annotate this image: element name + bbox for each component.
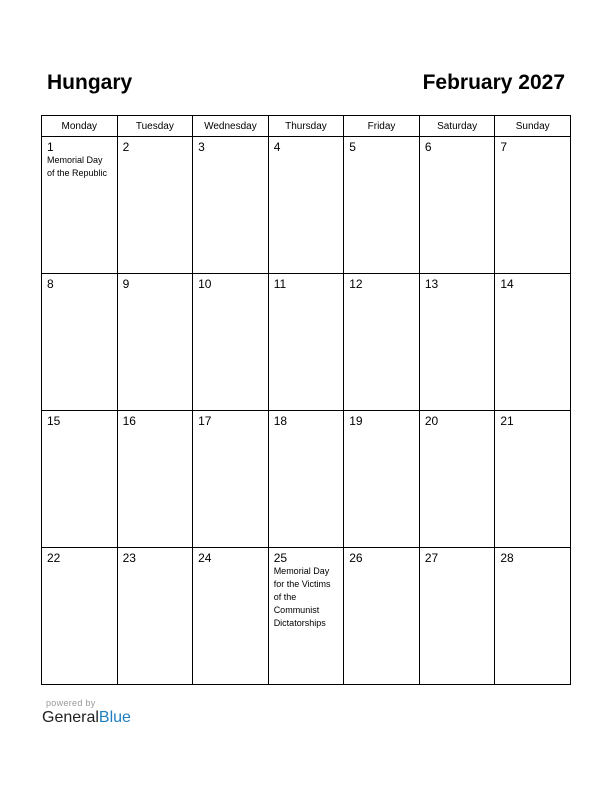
day-number: 21 (500, 414, 514, 428)
day-number: 7 (500, 140, 508, 154)
day-number: 14 (500, 277, 514, 291)
day-number: 11 (273, 277, 287, 291)
weekday-header: Tuesday (117, 116, 193, 137)
day-cell[interactable] (117, 274, 193, 411)
brand-general: General (42, 709, 99, 726)
day-cell[interactable] (193, 137, 269, 274)
day-cell[interactable] (419, 411, 495, 548)
day-number: 19 (349, 414, 363, 428)
footer-branding (42, 698, 131, 727)
weekday-header: Saturday (419, 116, 495, 137)
day-cell[interactable] (419, 548, 495, 685)
day-number: 17 (198, 414, 212, 428)
day-cell[interactable] (268, 137, 344, 274)
day-cell[interactable] (419, 274, 495, 411)
week-row (42, 137, 571, 274)
week-row (42, 411, 571, 548)
day-cell[interactable] (344, 274, 420, 411)
day-number: 6 (424, 140, 432, 154)
month-year-title: February 2027 (422, 71, 565, 94)
day-number: 26 (349, 551, 363, 565)
day-cell[interactable] (42, 411, 118, 548)
day-number: 18 (273, 414, 288, 428)
day-number: 12 (349, 277, 363, 291)
day-number: 10 (198, 277, 212, 291)
day-number: 24 (198, 551, 212, 565)
day-number: 23 (122, 551, 136, 565)
day-number: 5 (349, 140, 356, 154)
day-number: 20 (424, 414, 439, 428)
day-cell[interactable] (193, 274, 269, 411)
weekday-header: Sunday (495, 116, 571, 137)
weekday-header: Thursday (268, 116, 344, 137)
day-number: 28 (500, 551, 514, 565)
day-number: 8 (47, 277, 54, 291)
day-cell[interactable] (42, 548, 118, 685)
weekday-header: Monday (42, 116, 118, 137)
weekday-header: Wednesday (193, 116, 269, 137)
day-cell[interactable] (495, 411, 571, 548)
day-number: 9 (122, 277, 130, 291)
day-cell[interactable] (268, 548, 344, 685)
week-row (42, 274, 571, 411)
brand-blue: Blue (98, 709, 131, 726)
day-number: 1 (47, 140, 54, 154)
day-number: 4 (273, 140, 281, 154)
generalblue-logo[interactable] (42, 709, 131, 727)
day-cell[interactable] (117, 137, 193, 274)
day-cell[interactable] (344, 137, 420, 274)
day-number: 25 (273, 551, 288, 565)
day-cell[interactable] (495, 548, 571, 685)
powered-by-text: powered by (46, 698, 96, 708)
day-number: 3 (198, 140, 205, 154)
day-cell[interactable] (268, 274, 344, 411)
day-number: 2 (122, 140, 130, 154)
day-number: 22 (47, 551, 61, 565)
day-cell[interactable] (344, 548, 420, 685)
holiday-label: Memorial Day for the Victims of the Communist Dictatorships (273, 566, 331, 628)
day-number: 16 (122, 414, 136, 428)
day-number: 15 (47, 414, 61, 428)
day-cell[interactable] (495, 274, 571, 411)
day-cell[interactable] (42, 137, 118, 274)
day-cell[interactable] (193, 548, 269, 685)
day-cell[interactable] (419, 137, 495, 274)
day-number: 27 (424, 551, 439, 565)
day-cell[interactable] (117, 548, 193, 685)
day-cell[interactable] (117, 411, 193, 548)
weekday-header-row (42, 116, 571, 137)
country-title: Hungary (47, 71, 133, 94)
day-cell[interactable] (344, 411, 420, 548)
calendar-grid (41, 115, 571, 685)
day-cell[interactable] (42, 274, 118, 411)
day-number: 13 (424, 277, 439, 291)
holiday-label: Memorial Day of the Republic (47, 155, 108, 178)
weekday-header: Friday (344, 116, 420, 137)
day-cell[interactable] (268, 411, 344, 548)
day-cell[interactable] (495, 137, 571, 274)
week-row (42, 548, 571, 685)
day-cell[interactable] (193, 411, 269, 548)
